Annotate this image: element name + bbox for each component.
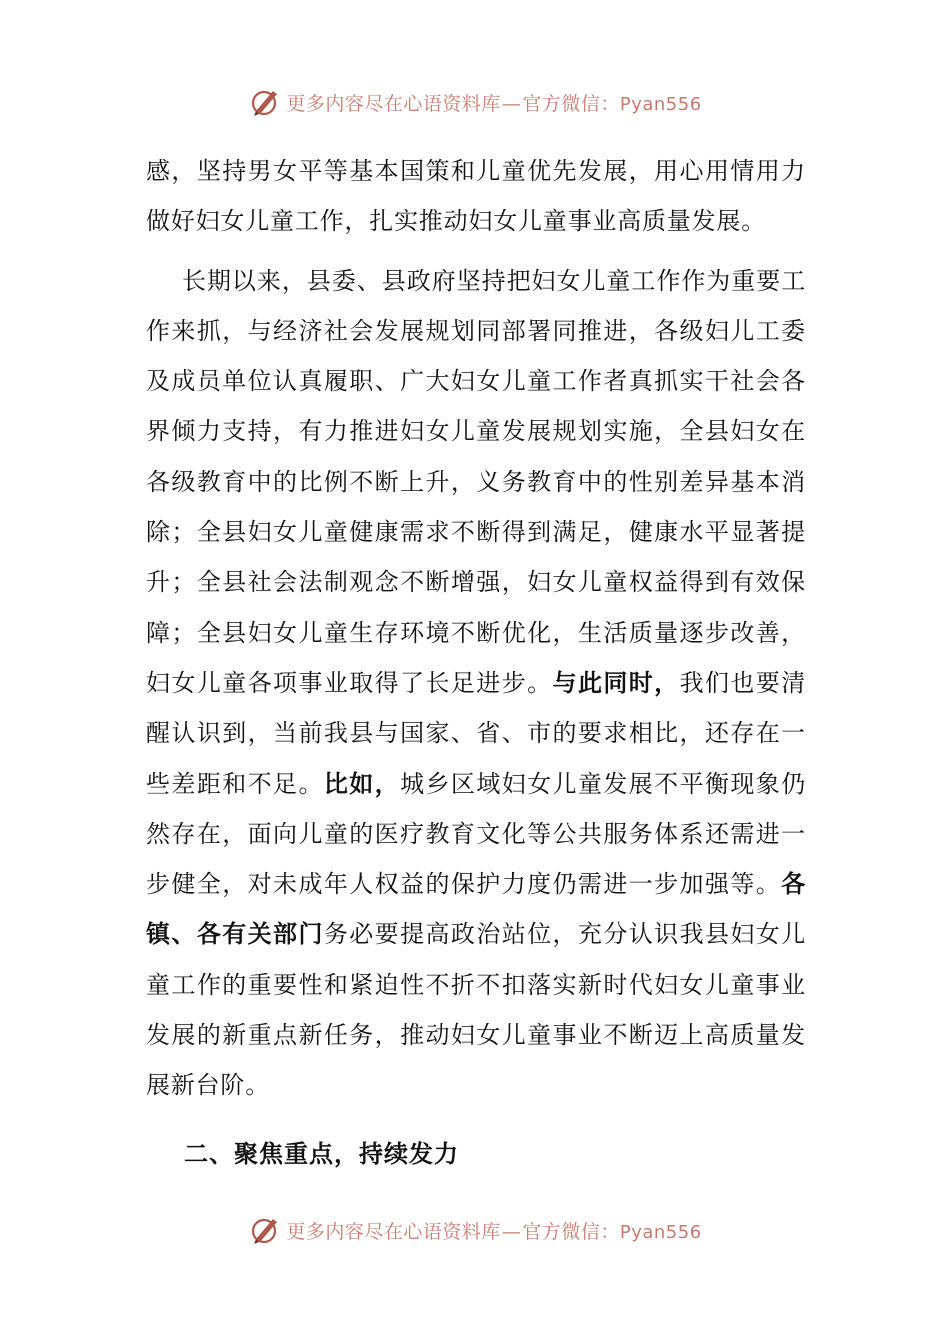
emphasis-departments: 各镇、各有关部门 xyxy=(146,869,806,949)
header-watermark xyxy=(0,84,950,120)
paragraph-main: 长期以来，县委、县政府坚持把妇女儿童工作作为重要工作来抓，与经济社会发展规划同部署同推进，各级妇儿工委及成员单位认真履职、广大妇女儿童工作者真抓实干社会各界倾力支持，有力推进妇女儿童发展规划实施，全县妇女在各级教育中的比例不断上升，义务教育中的性别差异基本消除；全县妇女儿童健康需求不断得到满足，健康水平显著提升；全县社会法制观念不断增强，妇女儿童权益得到有效保障；全县妇女儿童生存环境不断优化，生活质量逐步改善，妇女儿童各项事业取得了长足进步。与此同时，我们也要清醒认识到，当前我县与国家、省、市的要求相比，还存在一些差距和不足。比如，城乡区域妇女儿童发展不平衡现象仍然存在，面向儿童的医疗教育文化等公共服务体系还需进一步健全，对未成年人权益的保护力度仍需进一步加强等。各镇、各有关部门务必要提高政治站位，充分认识我县妇女儿童工作的重要性和紧迫性不折不扣落实新时代妇女儿童事业发展的新重点新任务，推动妇女儿童事业不断迈上高质量发展新台阶。 xyxy=(146,266,807,1100)
watermark-text: 更多内容尽在心语资料库—官方微信：Pyan556 xyxy=(286,1220,702,1243)
paragraph-continuation: 感，坚持男女平等基本国策和儿童优先发展，用心用情用力做好妇女儿童工作，扎实推动妇女儿童事业高质量发展。 xyxy=(146,157,806,236)
pen-logo-icon xyxy=(248,1213,282,1247)
footer-watermark xyxy=(0,1212,950,1248)
document-body xyxy=(146,146,806,1179)
watermark-text: 更多内容尽在心语资料库—官方微信：Pyan556 xyxy=(286,92,702,115)
emphasis-meanwhile: 与此同时， xyxy=(552,667,680,697)
emphasis-for-example: 比如， xyxy=(323,768,401,798)
pen-logo-icon xyxy=(248,85,282,119)
section-heading: 二、聚焦重点，持续发力 xyxy=(184,1138,459,1168)
